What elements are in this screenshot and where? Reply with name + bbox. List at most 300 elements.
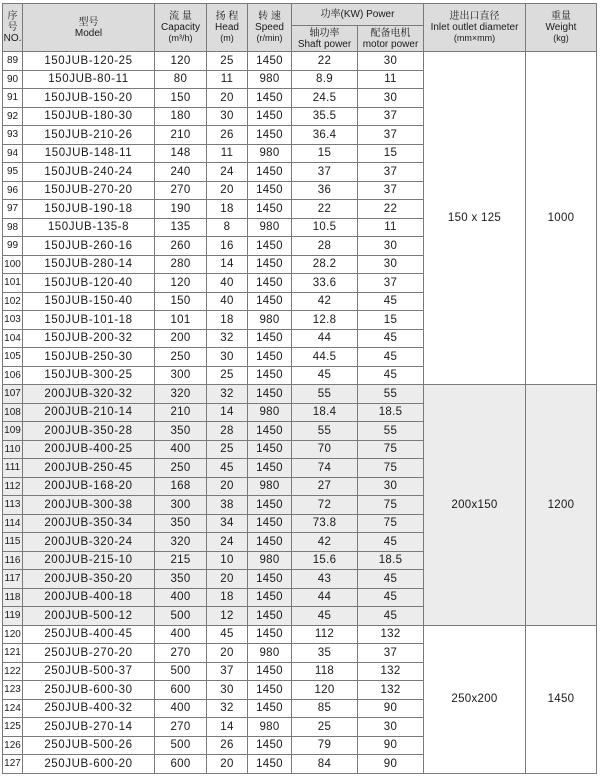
model-cell: 250JUB-500-37	[23, 662, 155, 681]
row-number: 89	[3, 52, 23, 71]
diameter-cell: 200x150	[424, 385, 526, 626]
capacity-cell: 350	[155, 422, 207, 441]
speed-cell: 1450	[248, 699, 292, 718]
capacity-cell: 300	[155, 366, 207, 385]
speed-cell: 1450	[248, 163, 292, 182]
speed-cell: 1450	[248, 662, 292, 681]
speed-cell: 1450	[248, 681, 292, 700]
table-row	[3, 385, 597, 404]
motor-power-cell: 30	[358, 255, 424, 274]
header-shaft-cn: 轴功率	[309, 27, 340, 39]
head-cell: 34	[207, 514, 248, 533]
head-cell: 30	[207, 107, 248, 126]
row-number: 97	[3, 200, 23, 219]
head-cell: 25	[207, 366, 248, 385]
speed-cell: 1450	[248, 89, 292, 108]
row-number: 90	[3, 70, 23, 89]
motor-power-cell: 30	[358, 718, 424, 737]
weight-cell: 1450	[526, 625, 597, 773]
motor-power-cell: 75	[358, 496, 424, 515]
shaft-power-cell: 37	[292, 163, 358, 182]
row-number: 91	[3, 89, 23, 108]
shaft-power-cell: 25	[292, 718, 358, 737]
motor-power-cell: 37	[358, 107, 424, 126]
head-cell: 26	[207, 736, 248, 755]
speed-cell: 1450	[248, 607, 292, 626]
row-number: 102	[3, 292, 23, 311]
model-cell: 200JUB-168-20	[23, 477, 155, 496]
speed-cell: 1450	[248, 496, 292, 515]
header-model	[23, 4, 155, 52]
capacity-cell: 600	[155, 755, 207, 774]
shaft-power-cell: 22	[292, 200, 358, 219]
model-cell: 150JUB-135-8	[23, 218, 155, 237]
speed-cell: 1450	[248, 533, 292, 552]
weight-cell: 1000	[526, 52, 597, 385]
motor-power-cell: 30	[358, 237, 424, 256]
shaft-power-cell: 74	[292, 459, 358, 478]
shaft-power-cell: 84	[292, 755, 358, 774]
shaft-power-cell: 42	[292, 292, 358, 311]
head-cell: 38	[207, 496, 248, 515]
capacity-cell: 270	[155, 181, 207, 200]
head-cell: 20	[207, 755, 248, 774]
header-capacity	[155, 4, 207, 52]
speed-cell: 980	[248, 70, 292, 89]
capacity-cell: 215	[155, 551, 207, 570]
model-cell: 200JUB-210-14	[23, 403, 155, 422]
capacity-cell: 150	[155, 89, 207, 108]
row-number: 119	[3, 607, 23, 626]
row-number: 115	[3, 533, 23, 552]
shaft-power-cell: 55	[292, 422, 358, 441]
model-cell: 150JUB-240-24	[23, 163, 155, 182]
diameter-cell: 250x200	[424, 625, 526, 773]
row-number: 110	[3, 440, 23, 459]
model-cell: 150JUB-148-11	[23, 144, 155, 163]
motor-power-cell: 22	[358, 200, 424, 219]
model-cell: 150JUB-150-20	[23, 89, 155, 108]
row-number: 101	[3, 274, 23, 293]
header-speed-en: Speed	[255, 22, 284, 33]
capacity-cell: 180	[155, 107, 207, 126]
motor-power-cell: 37	[358, 126, 424, 145]
table-header	[3, 4, 597, 52]
head-cell: 37	[207, 662, 248, 681]
motor-power-cell: 11	[358, 70, 424, 89]
row-number: 111	[3, 459, 23, 478]
head-cell: 30	[207, 348, 248, 367]
motor-power-cell: 11	[358, 218, 424, 237]
row-number: 99	[3, 237, 23, 256]
row-number: 92	[3, 107, 23, 126]
head-cell: 20	[207, 644, 248, 663]
capacity-cell: 500	[155, 662, 207, 681]
capacity-cell: 250	[155, 459, 207, 478]
motor-power-cell: 37	[358, 181, 424, 200]
model-cell: 200JUB-320-24	[23, 533, 155, 552]
header-weight-en: Weight	[545, 22, 577, 33]
header-speed-unit: (r/min)	[256, 33, 283, 43]
shaft-power-cell: 15.6	[292, 551, 358, 570]
speed-cell: 1450	[248, 181, 292, 200]
head-cell: 20	[207, 181, 248, 200]
motor-power-cell: 45	[358, 588, 424, 607]
shaft-power-cell: 10.5	[292, 218, 358, 237]
capacity-cell: 400	[155, 588, 207, 607]
head-cell: 10	[207, 551, 248, 570]
head-cell: 45	[207, 459, 248, 478]
shaft-power-cell: 28.2	[292, 255, 358, 274]
motor-power-cell: 55	[358, 385, 424, 404]
shaft-power-cell: 112	[292, 625, 358, 644]
speed-cell: 1450	[248, 459, 292, 478]
row-number: 126	[3, 736, 23, 755]
motor-power-cell: 90	[358, 736, 424, 755]
shaft-power-cell: 44.5	[292, 348, 358, 367]
head-cell: 14	[207, 403, 248, 422]
capacity-cell: 270	[155, 718, 207, 737]
row-number: 95	[3, 163, 23, 182]
shaft-power-cell: 72	[292, 496, 358, 515]
motor-power-cell: 45	[358, 607, 424, 626]
motor-power-cell: 132	[358, 662, 424, 681]
header-head-cn: 扬 程	[215, 11, 239, 22]
row-number: 98	[3, 218, 23, 237]
motor-power-cell: 45	[358, 570, 424, 589]
speed-cell: 1450	[248, 107, 292, 126]
shaft-power-cell: 27	[292, 477, 358, 496]
head-cell: 24	[207, 533, 248, 552]
shaft-power-cell: 85	[292, 699, 358, 718]
motor-power-cell: 18.5	[358, 403, 424, 422]
head-cell: 14	[207, 718, 248, 737]
speed-cell: 1450	[248, 348, 292, 367]
speed-cell: 1450	[248, 570, 292, 589]
header-diameter-unit: (mm×mm)	[453, 33, 496, 43]
row-number: 121	[3, 644, 23, 663]
shaft-power-cell: 35.5	[292, 107, 358, 126]
model-cell: 250JUB-600-30	[23, 681, 155, 700]
table-body	[3, 52, 597, 774]
row-number: 117	[3, 570, 23, 589]
motor-power-cell: 90	[358, 699, 424, 718]
head-cell: 32	[207, 329, 248, 348]
header-head-unit: (m)	[220, 33, 234, 43]
head-cell: 16	[207, 237, 248, 256]
header-model-cn: 型号	[78, 16, 99, 28]
shaft-power-cell: 79	[292, 736, 358, 755]
header-speed	[248, 4, 292, 52]
capacity-cell: 80	[155, 70, 207, 89]
header-power-group: 功率(KW) Power	[292, 4, 424, 26]
model-cell: 150JUB-80-11	[23, 70, 155, 89]
capacity-cell: 168	[155, 477, 207, 496]
header-no	[3, 4, 23, 52]
head-cell: 45	[207, 625, 248, 644]
capacity-cell: 250	[155, 348, 207, 367]
capacity-cell: 400	[155, 625, 207, 644]
shaft-power-cell: 28	[292, 237, 358, 256]
capacity-cell: 240	[155, 163, 207, 182]
header-weight-cn: 重量	[551, 11, 571, 22]
speed-cell: 980	[248, 144, 292, 163]
header-diameter-cn: 进出口直径	[449, 11, 500, 22]
row-number: 124	[3, 699, 23, 718]
speed-cell: 1450	[248, 292, 292, 311]
speed-cell: 1450	[248, 126, 292, 145]
row-number: 118	[3, 588, 23, 607]
shaft-power-cell: 120	[292, 681, 358, 700]
motor-power-cell: 75	[358, 514, 424, 533]
row-number: 112	[3, 477, 23, 496]
head-cell: 20	[207, 89, 248, 108]
row-number: 107	[3, 385, 23, 404]
model-cell: 250JUB-270-14	[23, 718, 155, 737]
model-cell: 150JUB-200-32	[23, 329, 155, 348]
shaft-power-cell: 44	[292, 588, 358, 607]
header-weight	[526, 4, 597, 52]
model-cell: 200JUB-350-20	[23, 570, 155, 589]
speed-cell: 980	[248, 403, 292, 422]
header-head-en: Head	[215, 22, 239, 33]
head-cell: 26	[207, 126, 248, 145]
capacity-cell: 200	[155, 329, 207, 348]
model-cell: 200JUB-215-10	[23, 551, 155, 570]
speed-cell: 1450	[248, 755, 292, 774]
row-number: 123	[3, 681, 23, 700]
motor-power-cell: 90	[358, 755, 424, 774]
model-cell: 150JUB-120-40	[23, 274, 155, 293]
model-cell: 200JUB-350-34	[23, 514, 155, 533]
motor-power-cell: 45	[358, 329, 424, 348]
speed-cell: 1450	[248, 588, 292, 607]
model-cell: 150JUB-210-26	[23, 126, 155, 145]
shaft-power-cell: 33.6	[292, 274, 358, 293]
shaft-power-cell: 12.8	[292, 311, 358, 330]
capacity-cell: 210	[155, 403, 207, 422]
head-cell: 20	[207, 477, 248, 496]
header-capacity-cn: 流 量	[169, 11, 192, 22]
capacity-cell: 300	[155, 496, 207, 515]
capacity-cell: 101	[155, 311, 207, 330]
model-cell: 200JUB-320-32	[23, 385, 155, 404]
head-cell: 11	[207, 70, 248, 89]
motor-power-cell: 37	[358, 274, 424, 293]
header-model-en: Model	[74, 27, 103, 39]
motor-power-cell: 30	[358, 89, 424, 108]
motor-power-cell: 75	[358, 459, 424, 478]
model-cell: 250JUB-600-20	[23, 755, 155, 774]
shaft-power-cell: 8.9	[292, 70, 358, 89]
capacity-cell: 500	[155, 607, 207, 626]
head-cell: 40	[207, 292, 248, 311]
weight-cell: 1200	[526, 385, 597, 626]
shaft-power-cell: 15	[292, 144, 358, 163]
head-cell: 40	[207, 274, 248, 293]
motor-power-cell: 132	[358, 625, 424, 644]
motor-power-cell: 45	[358, 348, 424, 367]
motor-power-cell: 30	[358, 52, 424, 71]
model-cell: 200JUB-400-25	[23, 440, 155, 459]
speed-cell: 980	[248, 718, 292, 737]
shaft-power-cell: 42	[292, 533, 358, 552]
header-speed-cn: 转 速	[258, 11, 281, 22]
row-number: 114	[3, 514, 23, 533]
head-cell: 25	[207, 440, 248, 459]
capacity-cell: 120	[155, 52, 207, 71]
model-cell: 200JUB-250-45	[23, 459, 155, 478]
capacity-cell: 320	[155, 385, 207, 404]
head-cell: 14	[207, 255, 248, 274]
head-cell: 18	[207, 311, 248, 330]
speed-cell: 1450	[248, 440, 292, 459]
model-cell: 200JUB-350-28	[23, 422, 155, 441]
capacity-cell: 120	[155, 274, 207, 293]
capacity-cell: 350	[155, 514, 207, 533]
shaft-power-cell: 22	[292, 52, 358, 71]
header-capacity-en: Capacity	[161, 22, 200, 33]
capacity-cell: 270	[155, 644, 207, 663]
shaft-power-cell: 118	[292, 662, 358, 681]
model-cell: 250JUB-500-26	[23, 736, 155, 755]
speed-cell: 1450	[248, 52, 292, 71]
header-shaft-en: Shaft power	[297, 38, 352, 50]
speed-cell: 980	[248, 477, 292, 496]
speed-cell: 1450	[248, 255, 292, 274]
speed-cell: 1450	[248, 329, 292, 348]
header-diameter-en: Inlet outlet diameter	[430, 22, 519, 33]
diameter-cell: 150 x 125	[424, 52, 526, 385]
model-cell: 150JUB-300-25	[23, 366, 155, 385]
motor-power-cell: 45	[358, 533, 424, 552]
shaft-power-cell: 43	[292, 570, 358, 589]
head-cell: 11	[207, 144, 248, 163]
head-cell: 30	[207, 681, 248, 700]
capacity-cell: 500	[155, 736, 207, 755]
head-cell: 32	[207, 699, 248, 718]
capacity-cell: 260	[155, 237, 207, 256]
speed-cell: 1450	[248, 385, 292, 404]
head-cell: 24	[207, 163, 248, 182]
row-number: 100	[3, 255, 23, 274]
row-number: 127	[3, 755, 23, 774]
speed-cell: 980	[248, 644, 292, 663]
speed-cell: 1450	[248, 625, 292, 644]
row-number: 106	[3, 366, 23, 385]
capacity-cell: 135	[155, 218, 207, 237]
shaft-power-cell: 70	[292, 440, 358, 459]
head-cell: 18	[207, 200, 248, 219]
shaft-power-cell: 45	[292, 366, 358, 385]
motor-power-cell: 132	[358, 681, 424, 700]
shaft-power-cell: 35	[292, 644, 358, 663]
shaft-power-cell: 73.8	[292, 514, 358, 533]
row-number: 122	[3, 662, 23, 681]
row-number: 108	[3, 403, 23, 422]
model-cell: 250JUB-400-45	[23, 625, 155, 644]
capacity-cell: 190	[155, 200, 207, 219]
speed-cell: 1450	[248, 736, 292, 755]
header-motor-en: motor power	[362, 38, 419, 50]
header-head	[207, 4, 248, 52]
model-cell: 150JUB-101-18	[23, 311, 155, 330]
capacity-cell: 350	[155, 570, 207, 589]
row-number: 113	[3, 496, 23, 515]
speed-cell: 1450	[248, 237, 292, 256]
head-cell: 12	[207, 607, 248, 626]
model-cell: 150JUB-270-20	[23, 181, 155, 200]
speed-cell: 1450	[248, 200, 292, 219]
speed-cell: 980	[248, 311, 292, 330]
head-cell: 8	[207, 218, 248, 237]
model-cell: 150JUB-260-16	[23, 237, 155, 256]
capacity-cell: 400	[155, 699, 207, 718]
motor-power-cell: 18.5	[358, 551, 424, 570]
table-row	[3, 52, 597, 71]
motor-power-cell: 15	[358, 311, 424, 330]
row-number: 96	[3, 181, 23, 200]
pump-spec-table	[2, 3, 597, 774]
shaft-power-cell: 45	[292, 607, 358, 626]
header-no-cn: 序号	[7, 11, 18, 33]
row-number: 94	[3, 144, 23, 163]
motor-power-cell: 75	[358, 440, 424, 459]
speed-cell: 1450	[248, 514, 292, 533]
speed-cell: 980	[248, 551, 292, 570]
header-capacity-unit: (m³/h)	[168, 33, 193, 43]
head-cell: 20	[207, 570, 248, 589]
speed-cell: 1450	[248, 366, 292, 385]
model-cell: 200JUB-400-18	[23, 588, 155, 607]
model-cell: 200JUB-500-12	[23, 607, 155, 626]
model-cell: 200JUB-300-38	[23, 496, 155, 515]
capacity-cell: 150	[155, 292, 207, 311]
capacity-cell: 210	[155, 126, 207, 145]
row-number: 120	[3, 625, 23, 644]
head-cell: 25	[207, 52, 248, 71]
speed-cell: 1450	[248, 422, 292, 441]
motor-power-cell: 45	[358, 292, 424, 311]
header-no-en: NO.	[3, 33, 22, 44]
motor-power-cell: 55	[358, 422, 424, 441]
shaft-power-cell: 55	[292, 385, 358, 404]
row-number: 104	[3, 329, 23, 348]
shaft-power-cell: 24.5	[292, 89, 358, 108]
motor-power-cell: 37	[358, 163, 424, 182]
row-number: 103	[3, 311, 23, 330]
capacity-cell: 148	[155, 144, 207, 163]
model-cell: 250JUB-400-32	[23, 699, 155, 718]
header-weight-unit: (kg)	[553, 33, 569, 43]
row-number: 93	[3, 126, 23, 145]
shaft-power-cell: 36	[292, 181, 358, 200]
shaft-power-cell: 18.4	[292, 403, 358, 422]
capacity-cell: 320	[155, 533, 207, 552]
head-cell: 18	[207, 588, 248, 607]
model-cell: 150JUB-120-25	[23, 52, 155, 71]
row-number: 105	[3, 348, 23, 367]
shaft-power-cell: 36.4	[292, 126, 358, 145]
speed-cell: 1450	[248, 274, 292, 293]
header-motor-power	[358, 26, 424, 52]
motor-power-cell: 15	[358, 144, 424, 163]
head-cell: 28	[207, 422, 248, 441]
model-cell: 150JUB-280-14	[23, 255, 155, 274]
header-shaft-power	[292, 26, 358, 52]
motor-power-cell: 45	[358, 366, 424, 385]
table-row	[3, 625, 597, 644]
